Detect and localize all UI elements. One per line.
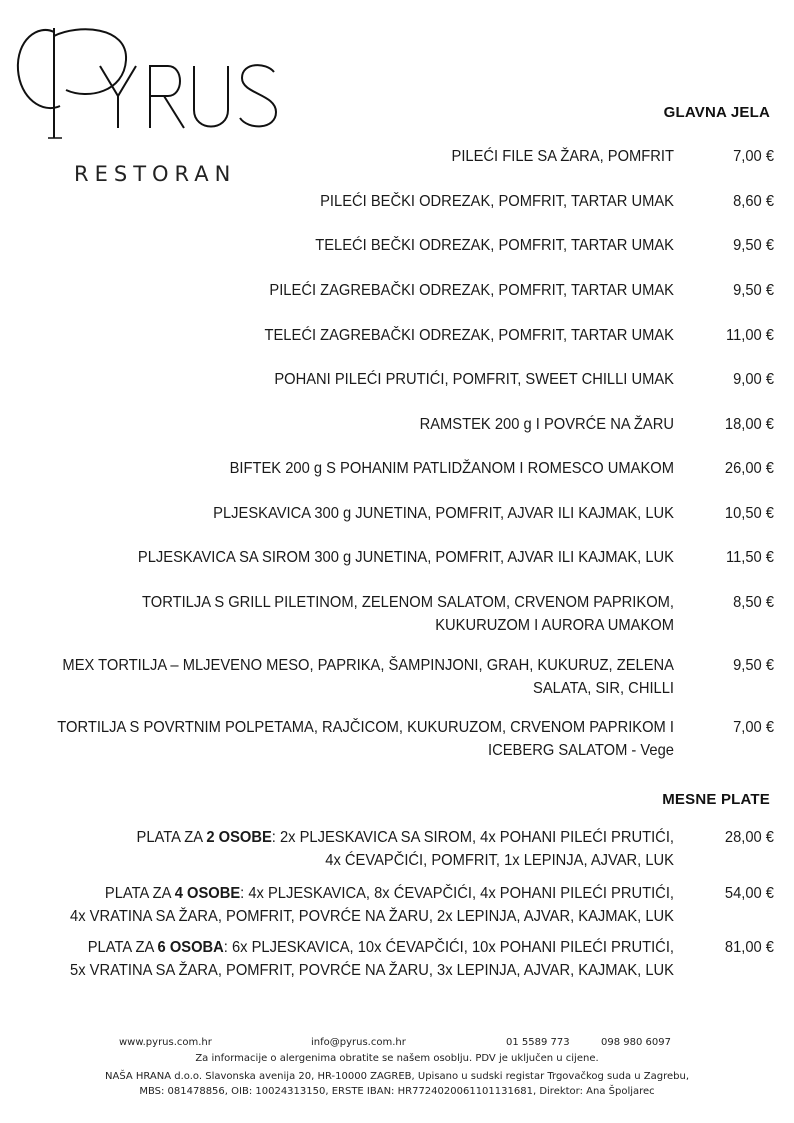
menu-item-price: 11,00 €: [725, 327, 774, 344]
plate-item-price: 28,00 €: [724, 829, 774, 846]
menu-item-price: 9,00 €: [733, 371, 774, 388]
plate-contents: : 4x PLJESKAVICA, 8x ĆEVAPČIĆI, 4x POHANI PILEĆI PRUTIĆI, 4x VRATINA SA ŽARA, POMFRIT, POVRĆE NA ŽARU, 2x LEPINJA, AJVAR, KAJMAK, LUK: [70, 885, 674, 925]
menu-item-price: 7,00 €: [733, 719, 774, 736]
plate-item-description: [12, 882, 674, 928]
plate-persons: 2 OSOBE: [206, 829, 272, 846]
plate-prefix: PLATA ZA: [104, 885, 175, 902]
menu-item-price: 8,60 €: [733, 193, 774, 210]
menu-item-description: BIFTEK 200 g S POHANIM PATLIDŽANOM I ROMESCO UMAKOM: [229, 460, 674, 477]
menu-item-price: 11,50 €: [725, 549, 774, 566]
menu-item-price: 7,00 €: [733, 148, 774, 165]
plate-persons: 4 OSOBE: [174, 885, 241, 902]
menu-item-description: TELEĆI ZAGREBAČKI ODREZAK, POMFRIT, TARTAR UMAK: [264, 327, 674, 344]
plate-item-price: 81,00 €: [724, 939, 774, 956]
footer-email[interactable]: info@pyrus.com.hr: [311, 1037, 406, 1048]
menu-item-price: 9,50 €: [733, 282, 774, 299]
footer-mobile: 098 980 6097: [601, 1037, 671, 1048]
footer-phone: 01 5589 773: [506, 1037, 570, 1048]
footer-website[interactable]: www.pyrus.com.hr: [119, 1037, 212, 1048]
menu-item-price: 9,50 €: [733, 237, 774, 254]
pyrus-logo-graphic: [8, 18, 288, 158]
section-title-main: GLAVNA JELA: [663, 104, 770, 121]
plate-contents: : 6x PLJESKAVICA, 10x ĆEVAPČIĆI, 10x POHANI PILEĆI PRUTIĆI, 5x VRATINA SA ŽARA, POMFRIT, POVRĆE NA ŽARU, 3x LEPINJA, AJVAR, KAJMAK, LUK: [70, 939, 674, 979]
menu-item-description: PILEĆI FILE SA ŽARA, POMFRIT: [451, 148, 674, 165]
footer-company-line-1: NAŠA HRANA d.o.o. Slavonska avenija 20, HR-10000 ZAGREB, Upisano u sudski registar Trgovačkog suda u Zagrebu,: [105, 1071, 689, 1082]
menu-item-description: PLJESKAVICA SA SIROM 300 g JUNETINA, POMFRIT, AJVAR ILI KAJMAK, LUK: [137, 549, 675, 566]
menu-item-description: TORTILJA S GRILL PILETINOM, ZELENOM SALATOM, CRVENOM PAPRIKOM, KUKURUZOM I AURORA UMAKOM: [142, 594, 674, 634]
menu-item-price: 10,50 €: [724, 505, 774, 522]
footer-allergen-note: Za informacije o alergenima obratite se našem osoblju. PDV je uključen u cijene.: [195, 1053, 599, 1064]
plate-contents: : 2x PLJESKAVICA SA SIROM, 4x POHANI PILEĆI PRUTIĆI, 4x ĆEVAPČIĆI, POMFRIT, 1x LEPINJA, AJVAR, LUK: [271, 829, 674, 869]
logo-subtitle: RESTORAN: [74, 162, 237, 186]
menu-item-description: TELEĆI BEČKI ODREZAK, POMFRIT, TARTAR UMAK: [315, 237, 674, 254]
menu-item-description: RAMSTEK 200 g I POVRĆE NA ŽARU: [419, 416, 674, 433]
menu-item-description: POHANI PILEĆI PRUTIĆI, POMFRIT, SWEET CHILLI UMAK: [274, 371, 674, 388]
menu-item-price: 8,50 €: [733, 594, 774, 611]
plate-persons: 6 OSOBA: [157, 939, 224, 956]
menu-item-description: MEX TORTILJA – MLJEVENO MESO, PAPRIKA, ŠAMPINJONI, GRAH, KUKURUZ, ZELENA SALATA, SIR, CHILLI: [62, 657, 674, 697]
plate-item-price: 54,00 €: [724, 885, 774, 902]
menu-item-description: PILEĆI ZAGREBAČKI ODREZAK, POMFRIT, TARTAR UMAK: [269, 282, 674, 299]
menu-item-price: 18,00 €: [724, 416, 774, 433]
menu-item-description: TORTILJA S POVRTNIM POLPETAMA, RAJČICOM, KUKURUZOM, CRVENOM PAPRIKOM I ICEBERG SALATOM - Vege: [57, 719, 674, 759]
footer-contacts: [0, 1037, 794, 1051]
menu-item-price: 9,50 €: [733, 657, 774, 674]
plate-prefix: PLATA ZA: [136, 829, 207, 846]
footer-company-line-2: MBS: 081478856, OIB: 10024313150, ERSTE IBAN: HR7724020061101131681, Direktor: Ana Špoljarec: [139, 1086, 655, 1097]
section-title-plates: MESNE PLATE: [662, 791, 770, 808]
plate-prefix: PLATA ZA: [87, 939, 158, 956]
menu-item-price: 26,00 €: [724, 460, 774, 477]
menu-item-description: PLJESKAVICA 300 g JUNETINA, POMFRIT, AJVAR ILI KAJMAK, LUK: [213, 505, 674, 522]
plate-item-description: [12, 826, 674, 872]
menu-item-description: PILEĆI BEČKI ODREZAK, POMFRIT, TARTAR UMAK: [320, 193, 674, 210]
plate-item-description: [12, 936, 674, 982]
